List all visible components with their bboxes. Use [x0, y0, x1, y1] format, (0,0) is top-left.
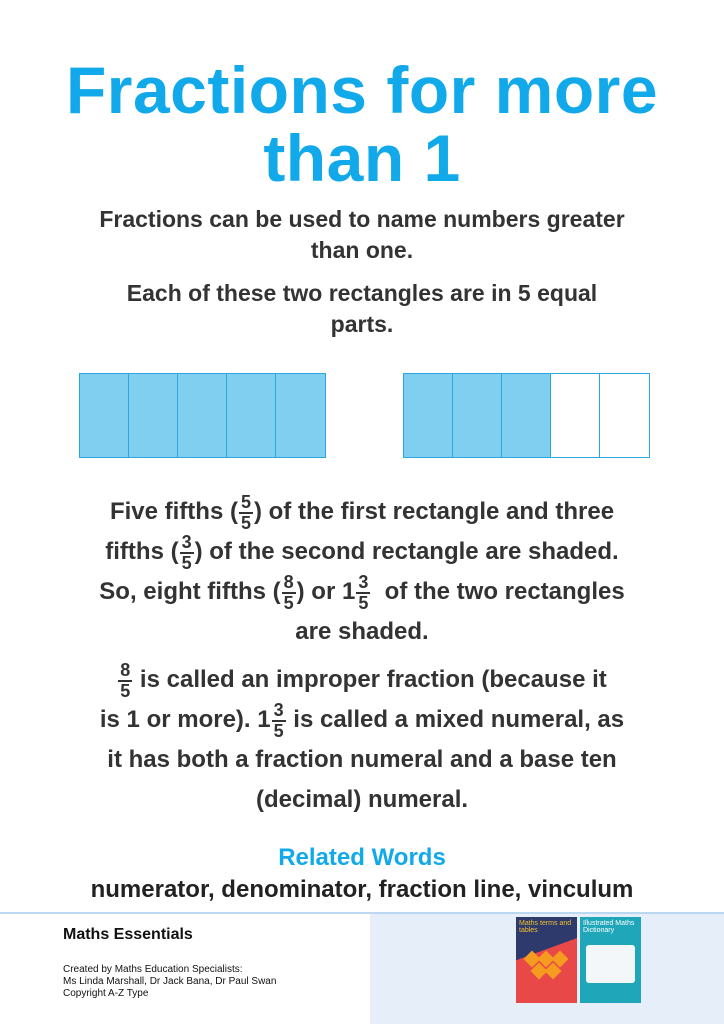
- numerator: 3: [358, 571, 369, 592]
- unshaded-part: [600, 374, 649, 457]
- text: So, eight fifths (: [99, 578, 281, 605]
- title-line: than 1: [263, 121, 461, 195]
- title-line: Fractions for more: [65, 53, 659, 127]
- numerator: 8: [120, 659, 131, 680]
- text: are shaded.: [295, 618, 429, 645]
- shaded-part: [502, 374, 551, 457]
- shaded-part: [129, 374, 178, 457]
- text: is called an improper fraction (because it: [133, 666, 607, 693]
- shaded-part: [453, 374, 502, 457]
- fraction: [239, 493, 253, 533]
- fraction: [356, 573, 370, 613]
- fraction: [118, 661, 132, 701]
- credit-line: Created by Maths Education Specialists:: [63, 964, 243, 975]
- intro-line: parts.: [330, 311, 394, 337]
- text: ) or 1: [296, 578, 356, 605]
- related-words-list: numerator, denominator, fraction line, vinculum: [90, 876, 634, 903]
- text: it has both a fraction numeral and a base ten: [107, 746, 617, 773]
- footer-credits: [63, 964, 276, 1000]
- page-title: [0, 53, 724, 195]
- text: ) of the first rectangle and three: [253, 498, 615, 525]
- intro-line: than one.: [310, 237, 414, 263]
- related-words-heading: Related Words: [278, 844, 446, 871]
- book-title: Maths terms and tables: [519, 920, 572, 934]
- explanation: [20, 492, 704, 820]
- shaded-part: [276, 374, 325, 457]
- shaded-part: [404, 374, 453, 457]
- fraction: [282, 573, 296, 613]
- shaded-part: [80, 374, 129, 457]
- text: ) of the second rectangle are shaded.: [194, 538, 619, 565]
- open-book-icon: [586, 945, 635, 983]
- credit-line: Ms Linda Marshall, Dr Jack Bana, Dr Paul Swan: [63, 976, 277, 987]
- credit-line: Copyright A-Z Type: [63, 988, 149, 999]
- denominator: 5: [120, 680, 131, 701]
- fraction: [272, 701, 286, 741]
- denominator: 5: [283, 592, 294, 613]
- intro-line: Fractions can be used to name numbers greater: [99, 206, 625, 232]
- numerator: 8: [283, 571, 294, 592]
- intro-line: Each of these two rectangles are in 5 equal: [126, 280, 598, 306]
- shaded-part: [227, 374, 276, 457]
- book-title: Illustrated Maths Dictionary: [583, 920, 635, 934]
- numerator: 3: [273, 699, 284, 720]
- text: (decimal) numeral.: [255, 786, 469, 813]
- denominator: 5: [358, 592, 369, 613]
- text: is 1 or more). 1: [99, 706, 271, 733]
- footer-brand: Maths Essentials: [63, 926, 193, 943]
- denominator: 5: [181, 552, 192, 573]
- denominator: 5: [273, 720, 284, 741]
- text: is called a mixed numeral, as: [286, 706, 625, 733]
- text: of the two rectangles: [371, 578, 625, 605]
- rectangle-three-fifths: [403, 373, 650, 458]
- book-cover-dictionary: [580, 917, 641, 1003]
- text: Five fifths (: [109, 498, 238, 525]
- book-cover-maths-terms: [516, 917, 577, 1003]
- unshaded-part: [551, 374, 600, 457]
- denominator: 5: [240, 512, 251, 533]
- text: fifths (: [105, 538, 179, 565]
- numerator: 3: [181, 531, 192, 552]
- shaded-part: [178, 374, 227, 457]
- rectangle-five-fifths: [79, 373, 326, 458]
- fraction: [180, 533, 194, 573]
- numerator: 5: [240, 491, 251, 512]
- diamond-pattern-icon: [526, 953, 566, 983]
